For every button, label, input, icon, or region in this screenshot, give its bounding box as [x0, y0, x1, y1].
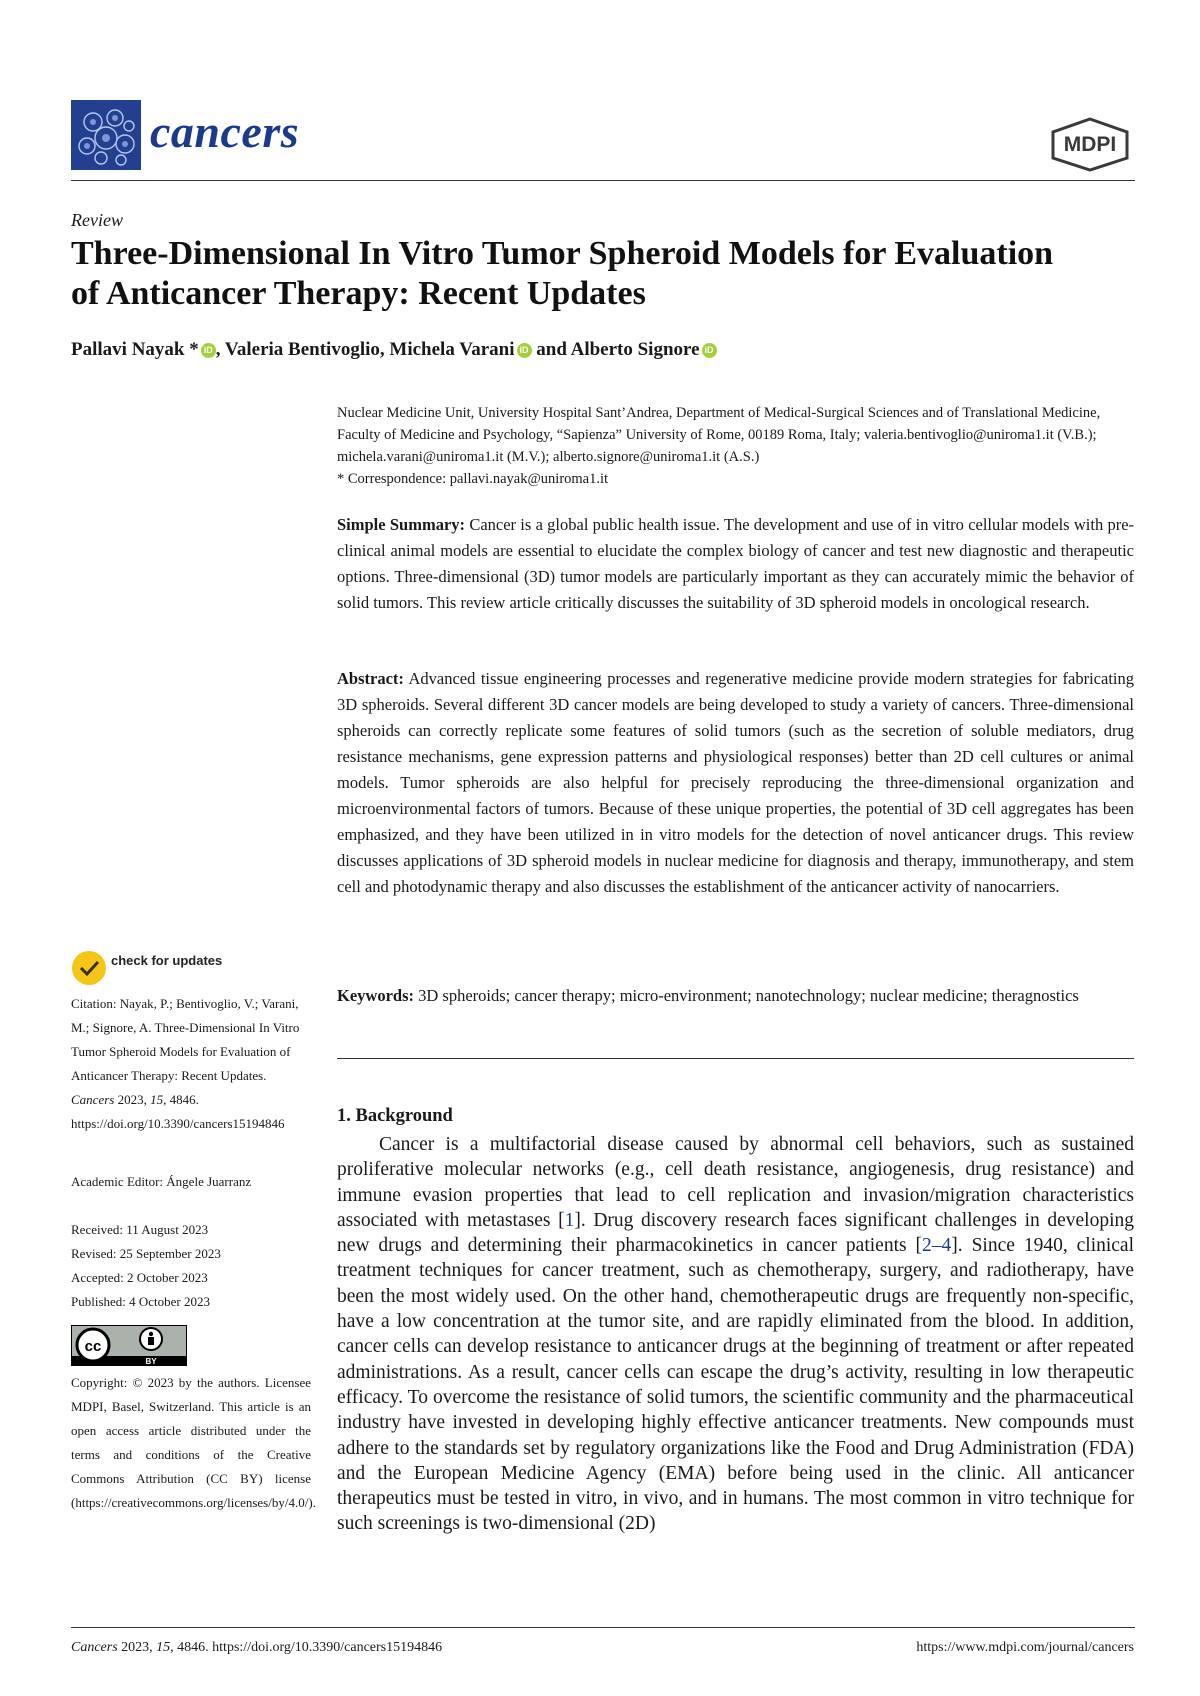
affiliation-text: Nuclear Medicine Unit, University Hospital Sant’Andrea, Department of Medical-Surgical Sciences and of Translational Medicine, Faculty of Medicine and Psychology, “Sapienza” University of Rome, 00189 Roma, Italy; valeria.bentivoglio@uniroma1.it (V.B.); michela.varani@uniroma1.it (M.V.); alberto.signore@uniroma1.it (A.S.) — [337, 405, 1101, 465]
author-separator: , — [379, 339, 390, 360]
citation-text: Citation: Nayak, P.; Bentivoglio, V.; Varani, M.; Signore, A. Three-Dimensional In Vitro Tumor Spheroid Models for Evaluation of Anticancer Therapy: Recent Updates. — [71, 996, 300, 1083]
summary-text: Cancer is a global public health issue. The development and use of in vitro cellular models with pre-clinical animal models are essential to elucidate the complex biology of cancer and test new diagnostic and therapeutic options. Three-dimensional (3D) tumor models are particularly important as they can accurately mimic the behavior of solid tumors. This review article critically discusses the suitability of 3D spheroid models in oncological research. — [337, 515, 1135, 612]
keywords — [337, 983, 1134, 1009]
author-name: Pallavi Nayak * — [71, 339, 199, 360]
author-separator: , — [215, 339, 225, 360]
revised-date: Revised: 25 September 2023 — [71, 1246, 221, 1261]
author-separator: and — [531, 339, 571, 360]
author-name: Alberto Signore — [570, 339, 700, 360]
citation-journal: Cancers — [71, 1092, 115, 1107]
journal-name: cancers — [150, 106, 300, 157]
keywords-label: Keywords: — [337, 986, 414, 1005]
academic-editor: Academic Editor: Ángele Juarranz — [71, 1174, 252, 1189]
article-type: Review — [71, 210, 123, 230]
received-date: Received: 11 August 2023 — [71, 1222, 209, 1237]
body-text: ]. Drug discovery research faces significant challenges in developing new drugs and determining their pharmacokinetics in cancer patients [ — [337, 1209, 1135, 1257]
keywords-text: 3D spheroids; cancer therapy; micro-environment; nanotechnology; nuclear medicine; theragnostics — [418, 986, 1079, 1005]
reference-link[interactable]: 1 — [564, 1209, 575, 1231]
body-text: ]. Since 1940, clinical treatment techniques for cancer treatment, such as chemotherapy, surgery, and radiotherapy, have been the most widely used. On the other hand, chemotherapeutic drugs are frequently non-specific, have a low concentration at the tumor site, and are rapidly eliminated from the blood. In addition, cancer cells can develop resistance to anticancer drugs at the beginning of treatment or after repeated administrations. As a result, cancer cells can escape the drug’s activity, resulting in low therapeutic efficacy. To overcome the resistance of solid tumors, the scientific community and the pharmaceutical industry have invested in developing highly effective anticancer treatments. New compounds must adhere to the standards set by regulatory organizations like the Food and Drug Administration (FDA) and the European Medicine Agency (EMA) before being used in the clinic. All anticancer therapeutics must be tested in vitro, in vivo, and in humans. The most common in vitro technique for such screenings is two-dimensional (2D) — [337, 1235, 1135, 1535]
author-name: Michela Varani — [389, 339, 515, 360]
footer-url[interactable]: https://www.mdpi.com/journal/cancers — [916, 1640, 1134, 1655]
copyright-text: Copyright: © 2023 by the authors. Licensee MDPI, Basel, Switzerland. This article is an open access article distributed under the terms and conditions of the Creative Commons Attribution (CC BY) license (https://creativecommons.org/licenses/by/4.0/). — [71, 1375, 316, 1510]
footer-citation — [71, 1640, 442, 1656]
cells-logo-icon — [71, 100, 141, 170]
mdpi-logo-icon — [1047, 116, 1133, 172]
orcid-icon[interactable]: iD — [201, 343, 216, 358]
footer-doi[interactable]: , 4846. https://doi.org/10.3390/cancers15194846 — [170, 1640, 443, 1655]
orcid-icon[interactable]: iD — [517, 343, 532, 358]
footer-year: 2023, — [117, 1640, 157, 1655]
footer-volume: 15 — [156, 1640, 171, 1655]
correspondence-text: * Correspondence: pallavi.nayak@uniroma1.it — [337, 471, 609, 487]
header-divider — [71, 180, 1135, 181]
citation-doi[interactable]: , 4846. https://doi.org/10.3390/cancers15194846 — [71, 1092, 285, 1131]
abstract — [337, 666, 1134, 900]
orcid-icon[interactable]: iD — [702, 343, 717, 358]
citation-year: 2023 — [117, 1092, 144, 1107]
summary-label: Simple Summary: — [337, 515, 466, 534]
abstract-text: Advanced tissue engineering processes and regenerative medicine provide modern strategies for fabricating 3D spheroids. Several different 3D cancer models are being developed to study a variety of cancers. Three-dimensional spheroids can correctly replicate some features of solid tumors (such as the secretion of soluble mediators, drug resistance mechanisms, gene expression patterns and physiological responses) better than 2D cell cultures or animal models. Tumor spheroids are also helpful for precisely reproducing the three-dimensional organization and microenvironmental factors of tumors. Because of these unique properties, the potential of 3D cell aggregates has been emphasized, and they have been utilized in in vitro models for the detection of novel anticancer drugs. This review discusses applications of 3D spheroid models in nuclear medicine for diagnosis and therapy, immunotherapy, and stem cell and photodynamic therapy and also discusses the establishment of the anticancer activity of nanocarriers. — [337, 669, 1134, 896]
person-icon — [149, 1332, 153, 1336]
simple-summary — [337, 512, 1134, 616]
reference-link[interactable]: 2–4 — [922, 1235, 952, 1257]
citation-volume: 15 — [150, 1092, 164, 1107]
section-heading: 1. Background — [337, 1106, 453, 1126]
citation-block: Citation: Nayak, P.; Bentivoglio, V.; Varani, M.; Signore, A. Three-Dimensional In Vitro Tumor Spheroid Models for Evaluation of Anticancer Therapy: Recent Updates. Cancers 2023, 15, 4846. https://doi.org/10.3390/cancers15194846 — [71, 996, 300, 1131]
affiliation-block — [337, 402, 1134, 490]
check-for-updates-button[interactable] — [71, 950, 231, 986]
publication-dates — [71, 1218, 311, 1314]
cc-by-license-icon[interactable] — [71, 1325, 187, 1366]
by-label: BY — [145, 1357, 157, 1366]
article-title: Three-Dimensional In Vitro Tumor Spheroid Models for Evaluation of Anticancer Therapy: Recent Updates — [71, 235, 1054, 312]
footer-divider — [71, 1627, 1135, 1628]
copyright-notice — [71, 1371, 316, 1515]
body-paragraph — [337, 1132, 1134, 1537]
footer-journal: Cancers — [71, 1640, 118, 1655]
keywords-divider — [337, 1058, 1134, 1059]
cc-label: cc — [84, 1338, 102, 1355]
publisher-logo-text: MDPI — [1063, 133, 1117, 156]
author-name: Valeria Bentivoglio — [224, 339, 380, 360]
body-text: Cancer is a multifactorial disease caused by abnormal cell behaviors, such as sustained proliferative molecular networks (e.g., cell death resistance, angiogenesis, drug resistance) and immune evasion properties that lead to cell replication and invasion/migration characteristics associated with metastases [ — [337, 1134, 1134, 1231]
accepted-date: Accepted: 2 October 2023 — [71, 1270, 208, 1285]
author-list — [71, 339, 717, 361]
check-updates-label: check for updates — [111, 953, 223, 968]
published-date: Published: 4 October 2023 — [71, 1294, 211, 1309]
abstract-label: Abstract: — [337, 669, 404, 688]
journal-logo — [71, 100, 141, 170]
